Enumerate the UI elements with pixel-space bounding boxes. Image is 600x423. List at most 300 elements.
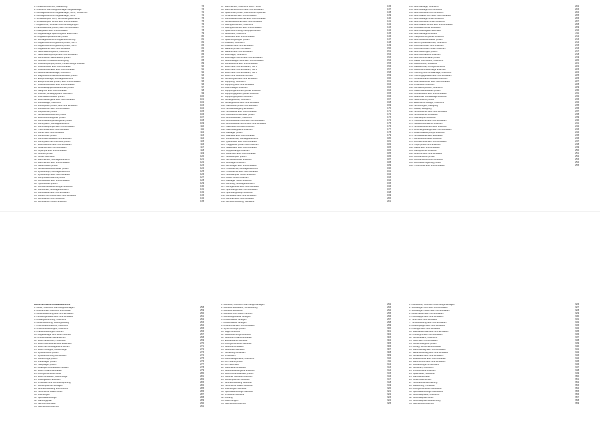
toc-entry-page-number: 101 [200, 99, 204, 101]
toc-entry-page-number: 357 [575, 397, 579, 399]
toc-entry-page-number: 110 [200, 126, 204, 128]
toc-entry-page-number: 342 [575, 352, 579, 354]
toc-column-2 [221, 304, 391, 423]
toc-entry-title: 88. Motor aus- und einbauen, Teil 2 [221, 69, 257, 71]
toc-entry-page-number: 313 [387, 367, 391, 369]
toc-entry-page-number: 241 [575, 123, 579, 125]
toc-entry-page-number: 291 [200, 406, 204, 408]
toc-entry-page-number: 97 [201, 87, 204, 89]
toc-entry-page-number: 111 [200, 129, 204, 131]
toc-entry-page-number: 128 [200, 180, 204, 182]
toc-entry-page-number: 136 [387, 6, 391, 8]
toc-entry-title: 32. Stromlaufplan Motor [409, 397, 434, 399]
toc-entry-page-number: 218 [575, 54, 579, 56]
toc-entry-title: 41. Kühlmittelpumpe aus- und einbauen [34, 126, 75, 128]
toc-entry-page-number: 127 [200, 177, 204, 179]
toc-entry-page-number: 186 [387, 156, 391, 158]
toc-entry-title: 46. Kühlsystem auf Dichtheit prüfen [34, 141, 71, 143]
toc-entry-title: 122. Hinterachse aus- und einbauen [221, 171, 259, 173]
toc-entry-page-number: 227 [575, 81, 579, 83]
toc-entry-page-number: 103 [200, 105, 204, 107]
toc-entry-page-number: 191 [387, 171, 391, 173]
toc-entry-page-number: 219 [575, 57, 579, 59]
toc-entry-title: 145. ABS-Hydraulikeinheit, Übersicht [409, 42, 447, 44]
toc-entry-page-number: 328 [575, 310, 579, 312]
toc-entry-title: 95. Kupplungsnehmerzylinder ersetzen [221, 90, 261, 92]
toc-entry-title: 99. Schaltgetriebe aus- und einbauen [221, 102, 260, 104]
toc-entry-page-number: 272 [200, 349, 204, 351]
toc-entry-page-number: 121 [200, 159, 204, 161]
toc-entry-title: 24. Spaltmaße, Sollwerte [409, 373, 435, 375]
toc-entry-title: 53. Zahnriemen aus- und einbauen [34, 162, 70, 164]
toc-entry-title: 30. Spezialwerkzeuge Karosserie [409, 391, 444, 393]
toc-entry-title: 83. Motorlager, Übersicht [221, 54, 247, 56]
toc-entry-page-number: 85 [201, 51, 204, 53]
toc-entry-page-number: 221 [575, 63, 579, 65]
toc-entry-page-number: 295 [387, 313, 391, 315]
toc-entry-title: 36. Klopfsensor prüfen [34, 111, 58, 113]
toc-entry-page-number: 163 [387, 87, 391, 89]
toc-entry-title: 174. Wischergestänge aus- und einbauen [409, 129, 452, 131]
toc-entry-title: 30. Luftfilter, Ansaugsystem Übersicht [34, 93, 73, 95]
toc-entry-title: 20. ATF-Stand prüfen [221, 361, 243, 363]
toc-entry-title: 105. Antriebswelle links aus- und einbauen [221, 120, 265, 122]
toc-entry-title: 121. Hinterachse, Montageübersicht [221, 168, 258, 170]
toc-entry-title: 4. Motorhaube aus- und einbauen [409, 313, 444, 315]
toc-entry-title: 3. Getriebe abstützen [221, 310, 243, 312]
toc-entry-page-number: 348 [575, 370, 579, 372]
toc-entry-title: 132. Achsvermessung, Sollwerte [221, 201, 255, 203]
toc-entry-page-number: 351 [575, 379, 579, 381]
toc-entry-page-number: 93 [201, 75, 204, 77]
toc-entry-title: 31. Luftmassenmesser prüfen [34, 96, 65, 98]
toc-entry-title: 120. Achsträger aus- und einbauen [221, 165, 257, 167]
toc-entry-title: 89. Motor aus- und einbauen, Teil 3 [221, 72, 257, 74]
toc-entry-page-number: 80 [201, 36, 204, 38]
toc-entry [34, 406, 204, 409]
toc-page-top [0, 0, 600, 211]
toc-entry-title: 60. Hydrostößel prüfen [34, 183, 58, 185]
toc-entry-page-number: 102 [200, 102, 204, 104]
toc-entry-page-number: 347 [575, 367, 579, 369]
toc-entry-page-number: 334 [575, 328, 579, 330]
toc-entry-title: 17. Sekundärluftpumpe aus- und einbauen [34, 54, 78, 56]
toc-entry-title: 79. Anlasser, Übersicht [221, 42, 245, 44]
toc-entry-title: 170. Glühlampen ersetzen [409, 117, 436, 119]
toc-entry-title: 21. Axialspiel Kurbelwelle messen [34, 367, 69, 369]
toc-entry-page-number: 94 [201, 78, 204, 80]
toc-entry-page-number: 206 [575, 18, 579, 20]
toc-entry-title: 26. Einspritzventile prüfen, aus- und einbauen [34, 81, 81, 83]
toc-entry-title: 97. Kupplungssystem entlüften [221, 96, 253, 98]
toc-entry-title: 94. Ausrücklager ersetzen [221, 87, 248, 89]
toc-entry-page-number: 172 [387, 114, 391, 116]
toc-entry-title: 8. Lambdasonde prüfen, aus- und einbauen [34, 27, 79, 29]
toc-entry-page-number: 133 [200, 195, 204, 197]
toc-entry-page-number: 343 [575, 355, 579, 357]
toc-entry-page-number: 100 [200, 96, 204, 98]
toc-entry-title: 150. Bremslichtschalter prüfen [409, 57, 441, 59]
toc-entry-title: 28. Grundeinstellung durchführen [34, 388, 69, 390]
toc-entry-title: 12. Motor abstützen, Hilfsmittel [34, 340, 66, 342]
toc-entry-title: 158. Wärmetauscher aus- und einbauen [409, 81, 450, 83]
toc-entry-page-number: 234 [575, 102, 579, 104]
toc-entry-page-number: 326 [575, 304, 579, 306]
toc-entry-title: 3. Stoßfänger hinten aus- und einbauen [409, 310, 450, 312]
toc-entry-page-number: 346 [575, 364, 579, 366]
toc-entry-title: 24. Drehmomentwandler prüfen [221, 373, 254, 375]
toc-entry-title: 25. Karosseriemaße [409, 376, 430, 378]
toc-entry-title: 13. Sitze aus- und einbauen [409, 340, 438, 342]
toc-entry-page-number: 216 [575, 48, 579, 50]
toc-entry-title: 42. Thermostat aus- und einbauen [34, 129, 70, 131]
toc-entry-title: 14. Motor auf Montagebock setzen [34, 346, 70, 348]
toc-entry-page-number: 109 [200, 123, 204, 125]
toc-entry-title: 5. Getriebegehäuse zerlegen [221, 316, 251, 318]
toc-entry-page-number: 321 [387, 391, 391, 393]
toc-entry-title: 10. Abgasanlage spannungsfrei ausrichten [34, 33, 78, 35]
toc-entry-title: 17. Schaltung einstellen [221, 352, 246, 354]
toc-entry-title: 23. Getriebesteuergerät ersetzen [221, 370, 255, 372]
toc-entry-page-number: 294 [387, 310, 391, 312]
toc-entry-page-number: 289 [200, 400, 204, 402]
toc-entry-title: 64. Kolben und Pleuel aus- und einbauen [34, 195, 77, 197]
toc-entry [221, 201, 391, 204]
toc-entry-title: 2. Übersicht Fahrzeugunterlagen Abgasanlage [34, 9, 82, 11]
toc-entry-page-number: 245 [575, 135, 579, 137]
toc-entry-page-number: 141 [387, 21, 391, 23]
toc-entry-title: 32. Motorsteuergerät aus- und einbauen [34, 99, 75, 101]
toc-entry-page-number: 306 [387, 346, 391, 348]
toc-entry-title: 13. Abgasrückführungsventil prüfen, Teil 1 [34, 42, 77, 44]
toc-entry-title: 57. Zylinderkopf aus- und einbauen [34, 174, 71, 176]
toc-entry-page-number: 292 [387, 304, 391, 306]
toc-entry-page-number: 161 [387, 81, 391, 83]
toc-entry-title: 19. Automatikgetriebe, Übersicht [221, 358, 255, 360]
toc-entry-title: 147. Drehzahlfühler hinten ersetzen [409, 48, 446, 50]
toc-entry-page-number: 215 [575, 45, 579, 47]
toc-entry-title: 137. Bremsbeläge hinten ersetzen [409, 18, 444, 20]
toc-entry-page-number: 131 [200, 189, 204, 191]
toc-entry-title: 29. Anzugsmomente Karosserie [409, 388, 442, 390]
toc-entry-title: 22. Wählhebel einstellen [221, 367, 247, 369]
toc-entry-title: 33. Abkürzungen [221, 400, 239, 402]
toc-entry-page-number: 175 [387, 123, 391, 125]
toc-entry-title: 15. Airbag, Sicherheitshinweise [409, 346, 441, 348]
toc-entry-page-number: 317 [387, 379, 391, 381]
toc-entry-title: 21. Kraftstofffilter aus- und einbauen [34, 66, 71, 68]
toc-entry-page-number: 104 [200, 108, 204, 110]
toc-entry-page-number: 250 [575, 150, 579, 152]
toc-entry-page-number: 231 [575, 93, 579, 95]
toc-entry-title: 176. Schalttafeleinsatz ausbauen [409, 135, 443, 137]
toc-entry-page-number: 276 [200, 361, 204, 363]
toc-entry-title: 34. Stichwortverzeichnis [409, 403, 434, 405]
toc-entry-page-number: 301 [387, 331, 391, 333]
toc-entry-title: 31. Stromlaufpläne, Übersicht [409, 394, 440, 396]
toc-entry-page-number: 330 [575, 316, 579, 318]
toc-entry-page-number: 229 [575, 87, 579, 89]
toc-entry-title: 18. Probefahrt [221, 355, 236, 357]
toc-page-bottom [0, 212, 600, 423]
toc-entry-title: 143. Hauptbremszylinder ersetzen [409, 36, 444, 38]
toc-entry-title: 47. Motorölkühler aus- und einbauen [34, 144, 72, 146]
toc-entry-page-number: 320 [387, 388, 391, 390]
toc-entry-title: 33. Service-Intervalle [34, 403, 56, 405]
toc-entry-title: 8. Differenzial aus- und einbauen [221, 325, 255, 327]
toc-entry-page-number: 132 [200, 192, 204, 194]
toc-entry-title: 134. Bremsbeläge vorn ersetzen [409, 9, 443, 11]
toc-entry-title: 87. Motor aus- und einbauen, Teil 1 [221, 66, 257, 68]
toc-entry-page-number: 271 [200, 346, 204, 348]
toc-entry-title: 25. Flüssigkeiten auffüllen [34, 379, 61, 381]
toc-entry-title: 175. Waschwasserpumpe ersetzen [409, 132, 445, 134]
toc-entry-title: 1. Karosserie, Übersicht Fahrzeugunterlagen [409, 304, 455, 306]
toc-entry-page-number: 262 [200, 319, 204, 321]
toc-entry-page-number: 345 [575, 361, 579, 363]
toc-entry-page-number: 236 [575, 108, 579, 110]
toc-entry-page-number: 98 [201, 90, 204, 92]
toc-entry-page-number: 254 [575, 162, 579, 164]
toc-entry-page-number: 211 [575, 33, 579, 35]
toc-entry-title: 108. Gleichlaufgelenk ersetzen [221, 129, 253, 131]
toc-entry-title: 156. Heizungsgebläse aus- und einbauen [409, 75, 452, 77]
toc-entry-page-number: 182 [387, 144, 391, 146]
toc-entry-page-number: 82 [201, 42, 204, 44]
toc-entry-title: 118. Schraubenfeder ersetzen [221, 159, 252, 161]
toc-entry-page-number: 311 [387, 361, 391, 363]
toc-entry-page-number: 322 [387, 394, 391, 396]
toc-entry-title: 164. Stellmotoren prüfen [409, 99, 435, 101]
toc-entry-page-number: 220 [575, 60, 579, 62]
toc-entry-page-number: 232 [575, 96, 579, 98]
toc-entry-page-number: 208 [575, 24, 579, 26]
toc-entry-page-number: 335 [575, 331, 579, 333]
toc-entry-page-number: 243 [575, 129, 579, 131]
toc-entry-title: 154. Reifenkontrollanzeige anlernen [409, 69, 446, 71]
toc-entry-title: 4. Luftfiltergehäuse aus- und einbauen [34, 316, 74, 318]
toc-entry-title: 163. Bedienteil Klimaanlage ersetzen [409, 96, 447, 98]
toc-entry-title: 62. Kurbeltrieb, Montageübersicht [34, 189, 69, 191]
toc-entry-page-number: 129 [200, 183, 204, 185]
toc-entry-page-number: 212 [575, 36, 579, 38]
toc-entry-title: 18. Kombiventil Sekundärluft prüfen [34, 57, 71, 59]
toc-entry-page-number: 305 [387, 343, 391, 345]
toc-entry-title: 144. Bremskraftverstärker prüfen [409, 39, 443, 41]
toc-entry-page-number: 83 [201, 45, 204, 47]
toc-entry-page-number: 197 [387, 189, 391, 191]
toc-entry [409, 403, 579, 406]
toc-entry-page-number: 248 [575, 144, 579, 146]
toc-entry-page-number: 126 [200, 174, 204, 176]
toc-entry-page-number: 140 [387, 18, 391, 20]
toc-entry-page-number: 352 [575, 382, 579, 384]
toc-entry-title: 117. Stoßdämpfer prüfen [221, 156, 247, 158]
toc-column-3 [409, 6, 579, 211]
toc-entry-page-number: 200 [387, 198, 391, 200]
toc-entry-page-number: 152 [387, 54, 391, 56]
toc-entry-page-number: 249 [575, 147, 579, 149]
toc-entry-title: 28. Drosselklappensteuereinheit prüfen [34, 87, 74, 89]
toc-entry-title: 25. Einspritzanlage, Montageübersicht [34, 78, 74, 80]
toc-entry-page-number: 316 [387, 376, 391, 378]
toc-entry-page-number: 318 [387, 382, 391, 384]
toc-entry-title: 1. Inhaltsverzeichnis, Gliederung [34, 6, 68, 8]
toc-entry-title: 27. Hohlraumkonservierung [409, 382, 438, 384]
toc-entry-title: 52. Zahnriemen, Montageübersicht [34, 159, 70, 161]
toc-entry-page-number: 315 [387, 373, 391, 375]
toc-entry-page-number: 88 [201, 60, 204, 62]
toc-entry-page-number: 199 [387, 195, 391, 197]
toc-entry-page-number: 225 [575, 75, 579, 77]
toc-entry-page-number: 171 [387, 111, 391, 113]
toc-entry-page-number: 278 [200, 367, 204, 369]
toc-entry-page-number: 275 [200, 358, 204, 360]
toc-entry-page-number: 198 [387, 192, 391, 194]
toc-entry-title: 1. Motor, Übersicht Fahrzeugunterlagen [34, 307, 75, 309]
toc-entry-page-number: 114 [200, 138, 204, 140]
toc-entry-page-number: 113 [200, 135, 204, 137]
toc-entry-title: 106. Antriebswelle rechts aus- und einbauen [221, 123, 267, 125]
toc-entry-page-number: 196 [387, 186, 391, 188]
toc-entry-title: 63. Kurbelwelle aus- und einbauen [34, 192, 70, 194]
toc-entry-title: 113. Traggelenk prüfen und ersetzen [221, 144, 259, 146]
toc-entry-page-number: 324 [387, 400, 391, 402]
toc-entry-title: 157. Vorwiderstand Gebläse ersetzen [409, 78, 448, 80]
toc-entry-title: 9. Kraftstoffleitungen trennen [34, 331, 64, 333]
toc-entry-title: 74. Keilrippenriemen aus- und einbauen [221, 27, 262, 29]
toc-entry-title: 27. Fehlerspeicher abfragen [34, 385, 63, 387]
toc-entry-page-number: 122 [200, 162, 204, 164]
toc-entry-page-number: 332 [575, 322, 579, 324]
toc-entry-title: 165. Elektrische Anlage, Übersicht [409, 102, 444, 104]
toc-entry-title: 129. Spurstangenkopf ersetzen [221, 192, 253, 194]
toc-entry-title: 161. Kältemittelkreislauf prüfen [409, 90, 441, 92]
toc-entry-page-number: 280 [200, 373, 204, 375]
toc-entry-title: 127. Lenkgetriebe aus- und einbauen [221, 186, 260, 188]
toc-entry-page-number: 177 [387, 129, 391, 131]
toc-entry-page-number: 96 [201, 84, 204, 86]
toc-entry-title: 124. Feder hinten ersetzen [221, 177, 249, 179]
toc-entry-title: 22. Scheiben, Übersicht [409, 367, 434, 369]
toc-entry-page-number: 201 [387, 201, 391, 203]
toc-entry-page-number: 203 [575, 9, 579, 11]
toc-entry-title: 65. Dichtflansch vorn ersetzen [34, 198, 65, 200]
toc-entry-title: 84. Motorlager rechts aus- und einbauen [221, 57, 263, 59]
toc-entry-page-number: 267 [200, 334, 204, 336]
toc-entry-page-number: 74 [201, 15, 204, 17]
toc-entry-title: 100. Getriebeöl prüfen und auffüllen [221, 105, 258, 107]
toc-entry-page-number: 223 [575, 69, 579, 71]
toc-entry-page-number: 266 [200, 331, 204, 333]
toc-entry-page-number: 154 [387, 60, 391, 62]
toc-entry-page-number: 164 [387, 90, 391, 92]
toc-entry-page-number: 118 [200, 150, 204, 152]
toc-entry-title: 155. Heizung und Klimaanlage, Übersicht [409, 72, 452, 74]
toc-entry-page-number: 353 [575, 385, 579, 387]
toc-entry-page-number: 189 [387, 165, 391, 167]
toc-entry-title: 90. Motor und Getriebe trennen [221, 75, 254, 77]
toc-entry-title: 29. Technische Daten Motor [34, 391, 63, 393]
toc-entry-title: 26. Fehlerspeicher Getriebe [221, 379, 250, 381]
toc-entry-page-number: 290 [200, 403, 204, 405]
toc-entry-page-number: 336 [575, 334, 579, 336]
toc-entry-page-number: 142 [387, 24, 391, 26]
toc-entry-page-number: 162 [387, 84, 391, 86]
toc-entry-title: 54. Steuerzeiten prüfen [34, 165, 58, 167]
toc-entry-title: 31. Spezialwerkzeuge [34, 397, 57, 399]
toc-entry-page-number: 158 [387, 72, 391, 74]
toc-entry-title: 146. Drehzahlfühler vorn ersetzen [409, 45, 444, 47]
toc-entry-title: 133. Bremsanlage, Übersicht [409, 6, 439, 8]
toc-entry-title: 86. Pendelstütze aus- und einbauen [221, 63, 258, 65]
toc-entry-page-number: 253 [575, 159, 579, 161]
toc-entry-page-number: 160 [387, 78, 391, 80]
toc-entry-title: 2. Getriebe ausbauen, Vorbereitung [221, 307, 258, 309]
toc-entry-title: 128. Spurstange aus- und einbauen [221, 189, 258, 191]
toc-entry-page-number: 73 [201, 9, 204, 11]
toc-entry-page-number: 340 [575, 346, 579, 348]
toc-entry-title: 68. Zahnriemenschutz aus- und einbauen [221, 9, 264, 11]
toc-entry-title: 16. Sekundärluftsystem, Übersicht [34, 51, 69, 53]
toc-entry-page-number: 87 [201, 57, 204, 59]
toc-entry-page-number: 184 [387, 150, 391, 152]
toc-entry-page-number: 135 [200, 201, 204, 203]
toc-entry [34, 201, 204, 204]
toc-entry-title: 27. Grundeinstellung Getriebe [221, 382, 252, 384]
toc-entry-page-number: 112 [200, 132, 204, 134]
toc-entry-title: 142. Bremsanlage entlüften [409, 33, 438, 35]
toc-entry-title: 30. Füllmengen [34, 394, 50, 396]
toc-entry-page-number: 255 [575, 165, 579, 167]
toc-entry-title: 107. Gelenkschutzhülle ersetzen [221, 126, 255, 128]
toc-entry-title: 21. ATF wechseln [221, 364, 240, 366]
toc-entry-title: 102. Schaltseile aus- und einbauen [221, 111, 257, 113]
toc-entry-title: 184. Fensterhebermotor ersetzen [409, 159, 444, 161]
toc-entry-title: 11. Antriebswellen abflanschen [34, 337, 66, 339]
toc-entry-page-number: 350 [575, 376, 579, 378]
toc-entry-title: 78. Spannungsregler prüfen [221, 39, 250, 41]
toc-entry-title: 8. Außenspiegel aus- und einbauen [409, 325, 446, 327]
toc-entry-page-number: 86 [201, 54, 204, 56]
toc-entry-title: 148. Bremsleitungen prüfen [409, 51, 438, 53]
toc-entry-title: 28. Technische Daten Getriebe [221, 385, 253, 387]
toc-entry-page-number: 238 [575, 114, 579, 116]
toc-entry-title: 70. Umlenkrolle aus- und einbauen [221, 15, 257, 17]
toc-entry-title: 5. Ansaugluftführung, Übersicht [34, 319, 67, 321]
toc-entry-title: 40. Kühlsystem, Montageübersicht [34, 123, 70, 125]
toc-entry-title: 6. Antriebswelle zerlegen [221, 319, 247, 321]
toc-entry-page-number: 261 [200, 316, 204, 318]
toc-entry-title: 24. Magnetventil Aktivkohlebehälter prüfen [34, 75, 78, 77]
toc-entry-page-number: 312 [387, 364, 391, 366]
toc-entry-title: 186. Türschloss aus- und einbauen [409, 165, 445, 167]
toc-entry-title: 96. Kupplungsgeberzylinder ersetzen [221, 93, 259, 95]
toc-entry-page-number: 283 [200, 382, 204, 384]
toc-entry-title: 39. Kühlmitteltemperaturgeber prüfen [34, 120, 73, 122]
toc-entry-title: 19. Übersicht Kraftstoffversorgung [34, 60, 69, 62]
toc-entry-title: 56. Zylinderkopf, Montageübersicht [34, 171, 70, 173]
toc-entry-page-number: 207 [575, 21, 579, 23]
toc-entry-page-number: 224 [575, 72, 579, 74]
toc-entry-page-number: 157 [387, 69, 391, 71]
toc-entry-title: 9. Katalysator aus- und einbauen [34, 30, 68, 32]
toc-entry-page-number: 194 [387, 180, 391, 182]
toc-entry-title: 168. Scheinwerfer aus- und einbauen [409, 111, 448, 113]
toc-entry-page-number: 338 [575, 340, 579, 342]
toc-entry-title: 48. Ölwanne aus- und einbauen [34, 147, 67, 149]
toc-entry-title: 33. Stromlaufplan Beleuchtung [409, 400, 441, 402]
